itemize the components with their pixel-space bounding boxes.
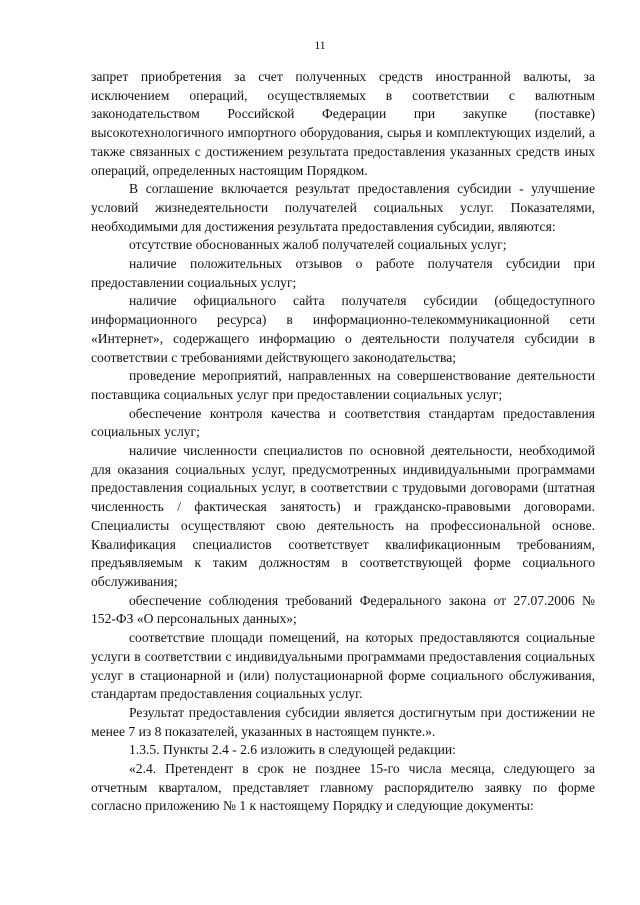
paragraph-clause-2-4: «2.4. Претендент в срок не позднее 15-го числа месяца, следующего за отчетным кварталом, представляет главному распорядителю заявку по форме согласно приложению № 1 к настоящему Порядку и следующие документы: (91, 761, 595, 814)
paragraph-indicator-website: наличие официального сайта получателя субсидии (общедоступного информационного ресурса) в информационно-телекоммуникационной сети «Интернет», содержащего информацию о деятельности получателя субсидии в соответствии с требованиями действующего законодательства; (91, 293, 595, 365)
paragraph-indicator-premises: соответствие площади помещений, на которых предоставляются социальные услуги в соответствии с индивидуальными программами предоставления социальных услуг в стационарной и (или) полустационарной форме социального обслуживания, стандартам предоставления социальных услуг. (91, 630, 595, 702)
paragraph-indicator-events: проведение мероприятий, направленных на совершенствование деятельности поставщика социальных услуг при предоставлении социальных услуг; (91, 368, 595, 402)
paragraph-indicator-personal-data: обеспечение соблюдения требований Федерального закона от 27.07.2006 № 152-ФЗ «О персональных данных»; (91, 592, 595, 627)
paragraph-indicator-staffing: наличие численности специалистов по основной деятельности, необходимой для оказания социальных услуг, предусмотренных индивидуальными программами предоставления социальных услуг, в соответствии с трудовыми договорами (штатная численность / фактическая занятость) и гражданско-правовыми договорами. Специалисты осуществляют свою деятельность на профессиональной основе. Квалификация специалистов соответствует квалификационным требованиям, предъявляемым к таким должностям в соответствующей форме социального обслуживания; (91, 443, 595, 589)
page-number: 11 (314, 40, 326, 52)
paragraph-indicator-quality: обеспечение контроля качества и соответствия стандартам предоставления социальных услуг; (91, 405, 595, 440)
paragraph-currency-ban: запрет приобретения за счет полученных средств иностранной валюты, за исключением операций, осуществляемых в соответствии с валютным законодательством Российской Федерации при закупке (поставке) высокотехнологичного импортного оборудования, сырья и комплектующих изделий, а также связанных с достижением результата предоставления указанных средств иных операций, определенных настоящим Порядком. (91, 69, 595, 178)
document-body (91, 68, 595, 816)
paragraph-indicator-complaints: отсутствие обоснованных жалоб получателей социальных услуг; (129, 237, 507, 253)
paragraph-result-achieved: Результат предоставления субсидии является достигнутым при достижении не менее 7 из 8 показателей, указанных в настоящем пункте.». (91, 704, 595, 739)
paragraph-clause-1-3-5: 1.3.5. Пункты 2.4 - 2.6 изложить в следующей редакции: (129, 742, 456, 758)
paragraph-indicator-reviews: наличие положительных отзывов о работе получателя субсидии при предоставлении социальных услуг; (91, 256, 595, 290)
paragraph-subsidy-result: В соглашение включается результат предоставления субсидии - улучшение условий жизнедеятельности получателей социальных услуг. Показателями, необходимыми для достижения результата предоставления субсидии, являются: (91, 181, 595, 234)
